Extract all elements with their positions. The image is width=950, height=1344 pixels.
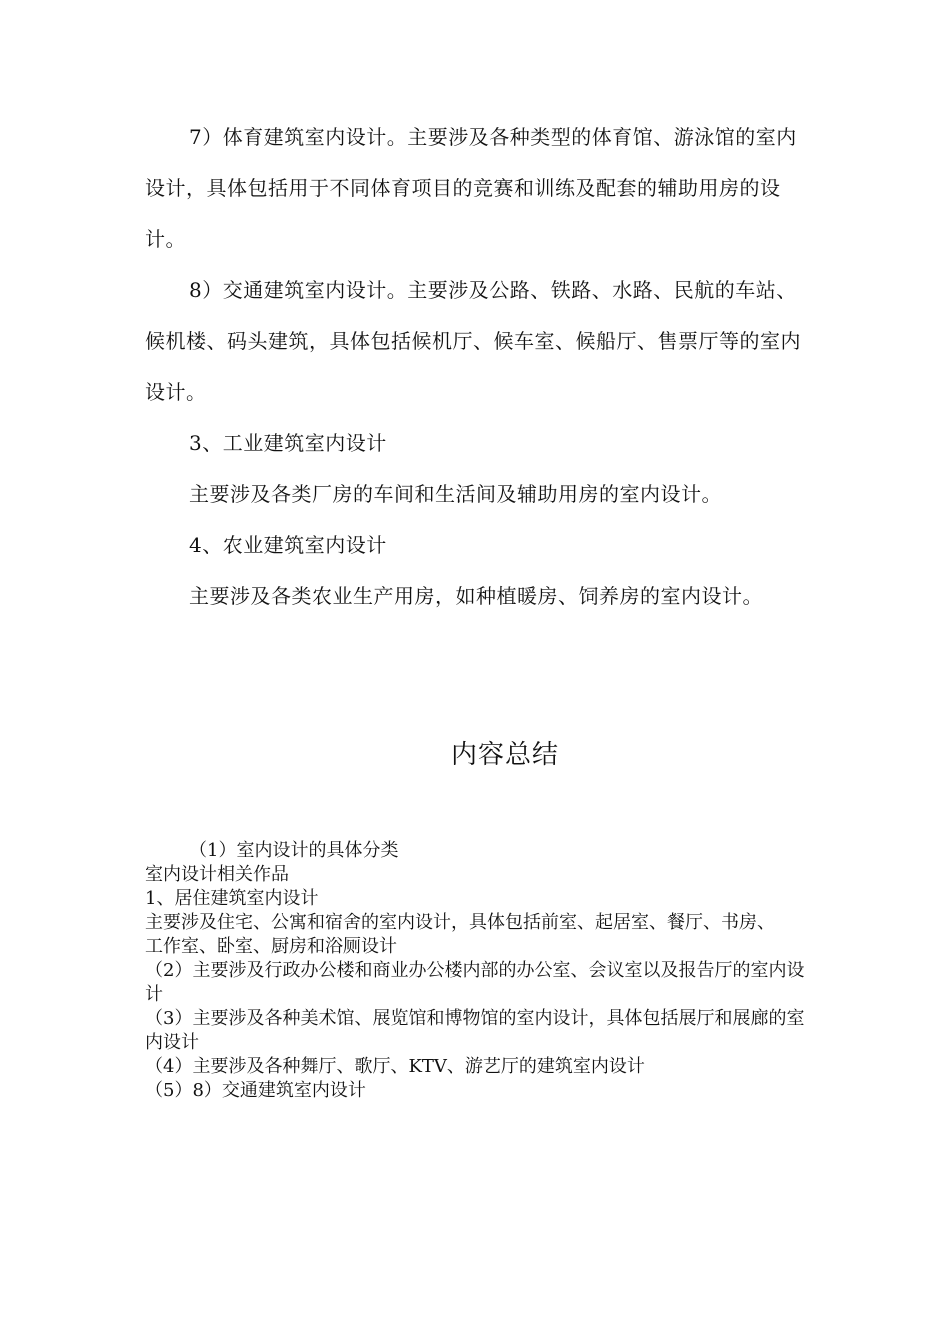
summary-line: 室内设计相关作品 — [145, 864, 289, 885]
paragraph-sports-buildings: 7）体育建筑室内设计。主要涉及各种类型的体育馆、游泳馆的室内设计，具体包括用于不同体育项目的竞赛和训练及配套的辅助用房的设计。 — [145, 125, 797, 251]
summary-line: （1）室内设计的具体分类 — [189, 840, 399, 861]
paragraph-industrial-buildings: 主要涉及各类厂房的车间和生活间及辅助用房的室内设计。 — [189, 482, 722, 506]
paragraph-transport-buildings: 8）交通建筑室内设计。主要涉及公路、铁路、水路、民航的车站、候机楼、码头建筑，具体包括候机厅、候车室、候船厅、售票厅等的室内设计。 — [145, 278, 801, 404]
summary-line: （3）主要涉及各种美术馆、展览馆和博物馆的室内设计，具体包括展厅和展廊的室内设计 — [145, 1008, 805, 1053]
summary-line: 主要涉及住宅、公寓和宿舍的室内设计，具体包括前室、起居室、餐厅、书房、工作室、卧室、厨房和浴厕设计 — [145, 912, 775, 957]
body-text — [145, 112, 810, 622]
summary-line: （5）8）交通建筑室内设计 — [145, 1080, 366, 1101]
summary-line: 1、居住建筑室内设计 — [145, 888, 319, 909]
summary-title: 内容总结 — [450, 740, 559, 770]
summary-section — [145, 839, 810, 1103]
summary-line: （4）主要涉及各种舞厅、歌厅、KTV、游艺厅的建筑室内设计 — [145, 1056, 645, 1077]
heading-industrial-buildings: 3、工业建筑室内设计 — [189, 431, 387, 455]
summary-line: （2）主要涉及行政办公楼和商业办公楼内部的办公室、会议室以及报告厅的室内设计 — [145, 960, 805, 1005]
heading-agricultural-buildings: 4、农业建筑室内设计 — [189, 533, 387, 557]
paragraph-agricultural-buildings: 主要涉及各类农业生产用房，如种植暖房、饲养房的室内设计。 — [189, 584, 763, 608]
